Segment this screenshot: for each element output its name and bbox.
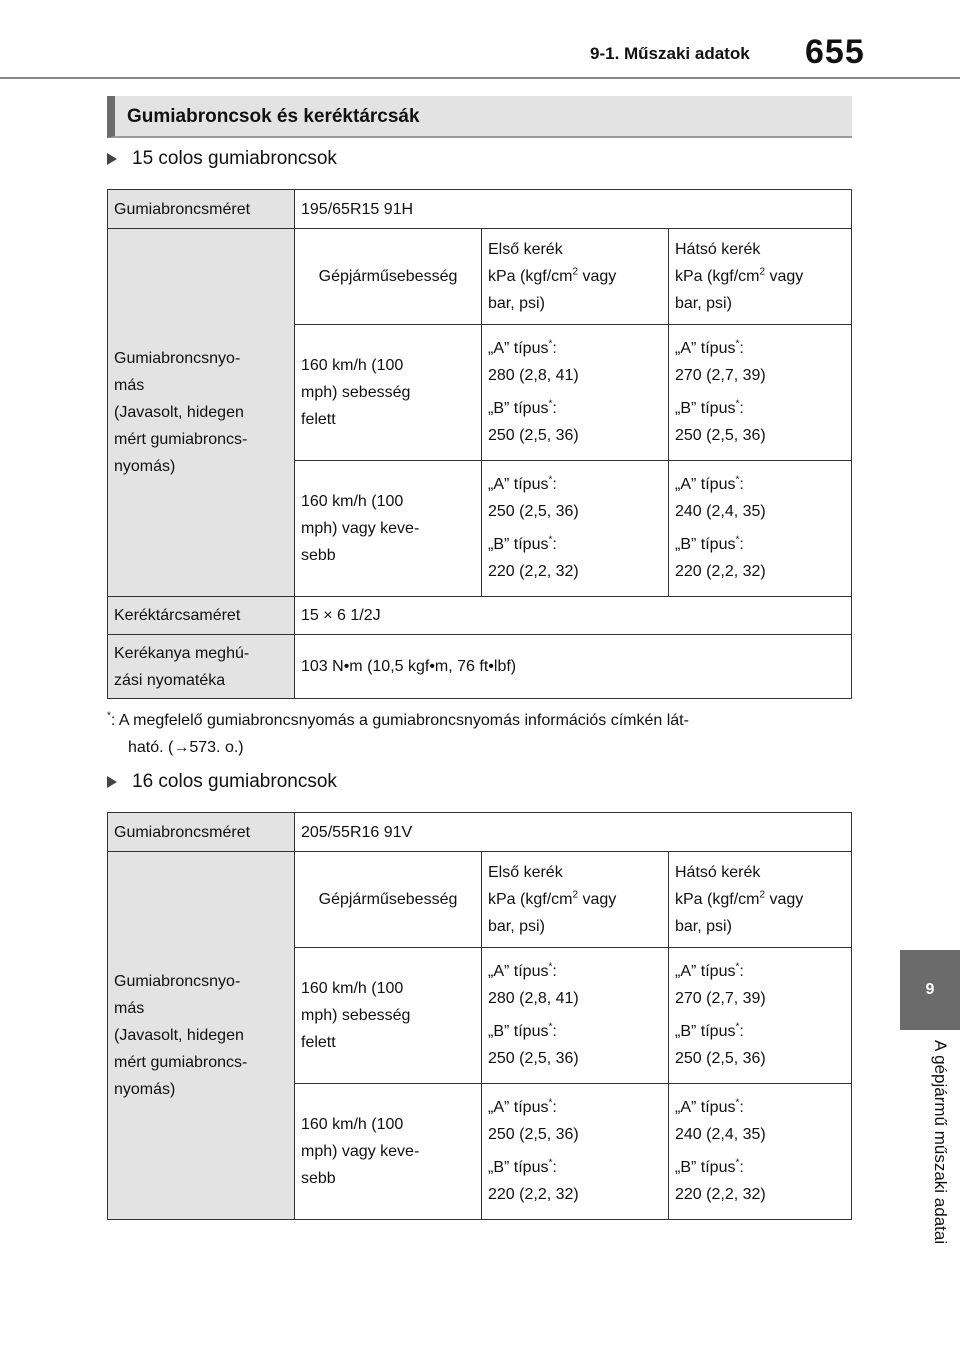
speed-over-160: 160 km/h (100 mph) sebesség felett <box>295 948 482 1084</box>
front-pressure-cell <box>482 948 669 1084</box>
tire-table-16 <box>107 812 852 1220</box>
type-b-value: „B” típus*: 250 (2,5, 36) <box>675 1021 766 1067</box>
chapter-tab[interactable] <box>900 950 960 1030</box>
header-line: bar, psi) <box>488 918 545 935</box>
rear-wheel-header <box>669 852 852 948</box>
pressure-label-line: Gumiabroncsnyo- <box>114 350 241 367</box>
type-a-value: „A” típus*: 250 (2,5, 36) <box>488 1097 579 1143</box>
triangle-right-icon <box>107 153 117 165</box>
type-b-value: „B” típus*: 250 (2,5, 36) <box>675 398 766 444</box>
section-heading <box>107 96 852 138</box>
pressure-label-line: más <box>114 377 145 394</box>
type-b-value: „B” típus*: 220 (2,2, 32) <box>675 534 766 580</box>
type-a-value: „A” típus*: 280 (2,8, 41) <box>488 961 579 1007</box>
type-a-value: „A” típus*: 280 (2,8, 41) <box>488 338 579 384</box>
table-row <box>108 229 852 325</box>
subheading-16-inch <box>107 771 337 793</box>
pressure-label-line: nyomás) <box>114 1081 176 1098</box>
subheading-text: 16 colos gumiabroncsok <box>132 771 337 792</box>
type-b-value: „B” típus*: 250 (2,5, 36) <box>488 1021 579 1067</box>
pressure-label-line: (Javasolt, hidegen <box>114 404 244 421</box>
pressure-label <box>108 852 295 1220</box>
tire-size-label: Gumiabroncsméret <box>108 813 295 852</box>
rear-pressure-cell <box>669 1084 852 1220</box>
speed-header: Gépjárműsebesség <box>295 852 482 948</box>
page-number: 655 <box>805 33 865 71</box>
pressure-label-line: mért gumiabroncs- <box>114 431 248 448</box>
table-row <box>108 597 852 635</box>
chapter-title-vertical: A gépjármű műszaki adatai <box>931 1040 950 1245</box>
footnote-line: : A megfelelő gumiabroncsnyomás a gumiabroncsnyomás információs címkén lát- <box>110 712 689 729</box>
speed-header: Gépjárműsebesség <box>295 229 482 325</box>
rim-size-value: 15 × 6 1/2J <box>295 597 852 635</box>
table-row <box>108 190 852 229</box>
front-wheel-header <box>482 229 669 325</box>
header-divider <box>0 77 960 79</box>
tire-size-value: 205/55R16 91V <box>295 813 852 852</box>
footnote-mark: * <box>107 710 111 722</box>
type-a-value: „A” típus*: 250 (2,5, 36) <box>488 474 579 520</box>
header-line: Hátsó kerék <box>675 864 761 881</box>
torque-value: 103 N•m (10,5 kgf•m, 76 ft•lbf) <box>295 635 852 699</box>
front-pressure-cell <box>482 461 669 597</box>
rear-pressure-cell <box>669 948 852 1084</box>
rear-pressure-cell <box>669 461 852 597</box>
tire-table-15 <box>107 189 852 699</box>
type-a-value: „A” típus*: 270 (2,7, 39) <box>675 338 766 384</box>
tire-size-value: 195/65R15 91H <box>295 190 852 229</box>
pressure-label-line: (Javasolt, hidegen <box>114 1027 244 1044</box>
type-a-value: „A” típus*: 240 (2,4, 35) <box>675 1097 766 1143</box>
pressure-label-line: mért gumiabroncs- <box>114 1054 248 1071</box>
speed-160-or-less: 160 km/h (100 mph) vagy keve- sebb <box>295 461 482 597</box>
speed-160-or-less: 160 km/h (100 mph) vagy keve- sebb <box>295 1084 482 1220</box>
header-line: Első kerék <box>488 241 563 258</box>
header-line: bar, psi) <box>675 918 732 935</box>
type-b-value: „B” típus*: 220 (2,2, 32) <box>488 534 579 580</box>
triangle-right-icon <box>107 776 117 788</box>
type-a-value: „A” típus*: 240 (2,4, 35) <box>675 474 766 520</box>
type-a-value: „A” típus*: 270 (2,7, 39) <box>675 961 766 1007</box>
tire-size-label: Gumiabroncsméret <box>108 190 295 229</box>
front-wheel-header <box>482 852 669 948</box>
subheading-text: 15 colos gumiabroncsok <box>132 148 337 169</box>
header-line: bar, psi) <box>488 295 545 312</box>
torque-label: Kerékanya meghú- zási nyomatéka <box>108 635 295 699</box>
pressure-label-line: Gumiabroncsnyo- <box>114 973 241 990</box>
type-b-value: „B” típus*: 220 (2,2, 32) <box>488 1157 579 1203</box>
pressure-label-line: más <box>114 1000 145 1017</box>
header-line: kPa ($kgf/cm^2$ vagy <box>675 266 804 285</box>
header-line: kPa ($kgf/cm^2$ vagy <box>488 889 617 908</box>
subheading-15-inch <box>107 148 337 170</box>
pressure-label <box>108 229 295 597</box>
header-line: kPa ($kgf/cm^2$ vagy <box>488 266 617 285</box>
section-heading-text: Gumiabroncsok és keréktárcsák <box>127 106 420 127</box>
rim-size-label: Keréktárcsaméret <box>108 597 295 635</box>
footnote-line: ható. (→573. o.) <box>128 739 244 756</box>
rear-wheel-header <box>669 229 852 325</box>
type-b-value: „B” típus*: 220 (2,2, 32) <box>675 1157 766 1203</box>
section-header-title: 9-1. Műszaki adatok <box>590 44 750 63</box>
type-b-value: „B” típus*: 250 (2,5, 36) <box>488 398 579 444</box>
header-line: Első kerék <box>488 864 563 881</box>
pressure-label-line: nyomás) <box>114 458 176 475</box>
speed-over-160: 160 km/h (100 mph) sebesség felett <box>295 325 482 461</box>
rear-pressure-cell <box>669 325 852 461</box>
front-pressure-cell <box>482 325 669 461</box>
front-pressure-cell <box>482 1084 669 1220</box>
header-line: bar, psi) <box>675 295 732 312</box>
footnote <box>107 707 852 761</box>
header-line: kPa ($kgf/cm^2$ vagy <box>675 889 804 908</box>
table-row <box>108 813 852 852</box>
table-row <box>108 635 852 699</box>
header-line: Hátsó kerék <box>675 241 761 258</box>
table-row <box>108 852 852 948</box>
chapter-number: 9 <box>925 981 935 998</box>
